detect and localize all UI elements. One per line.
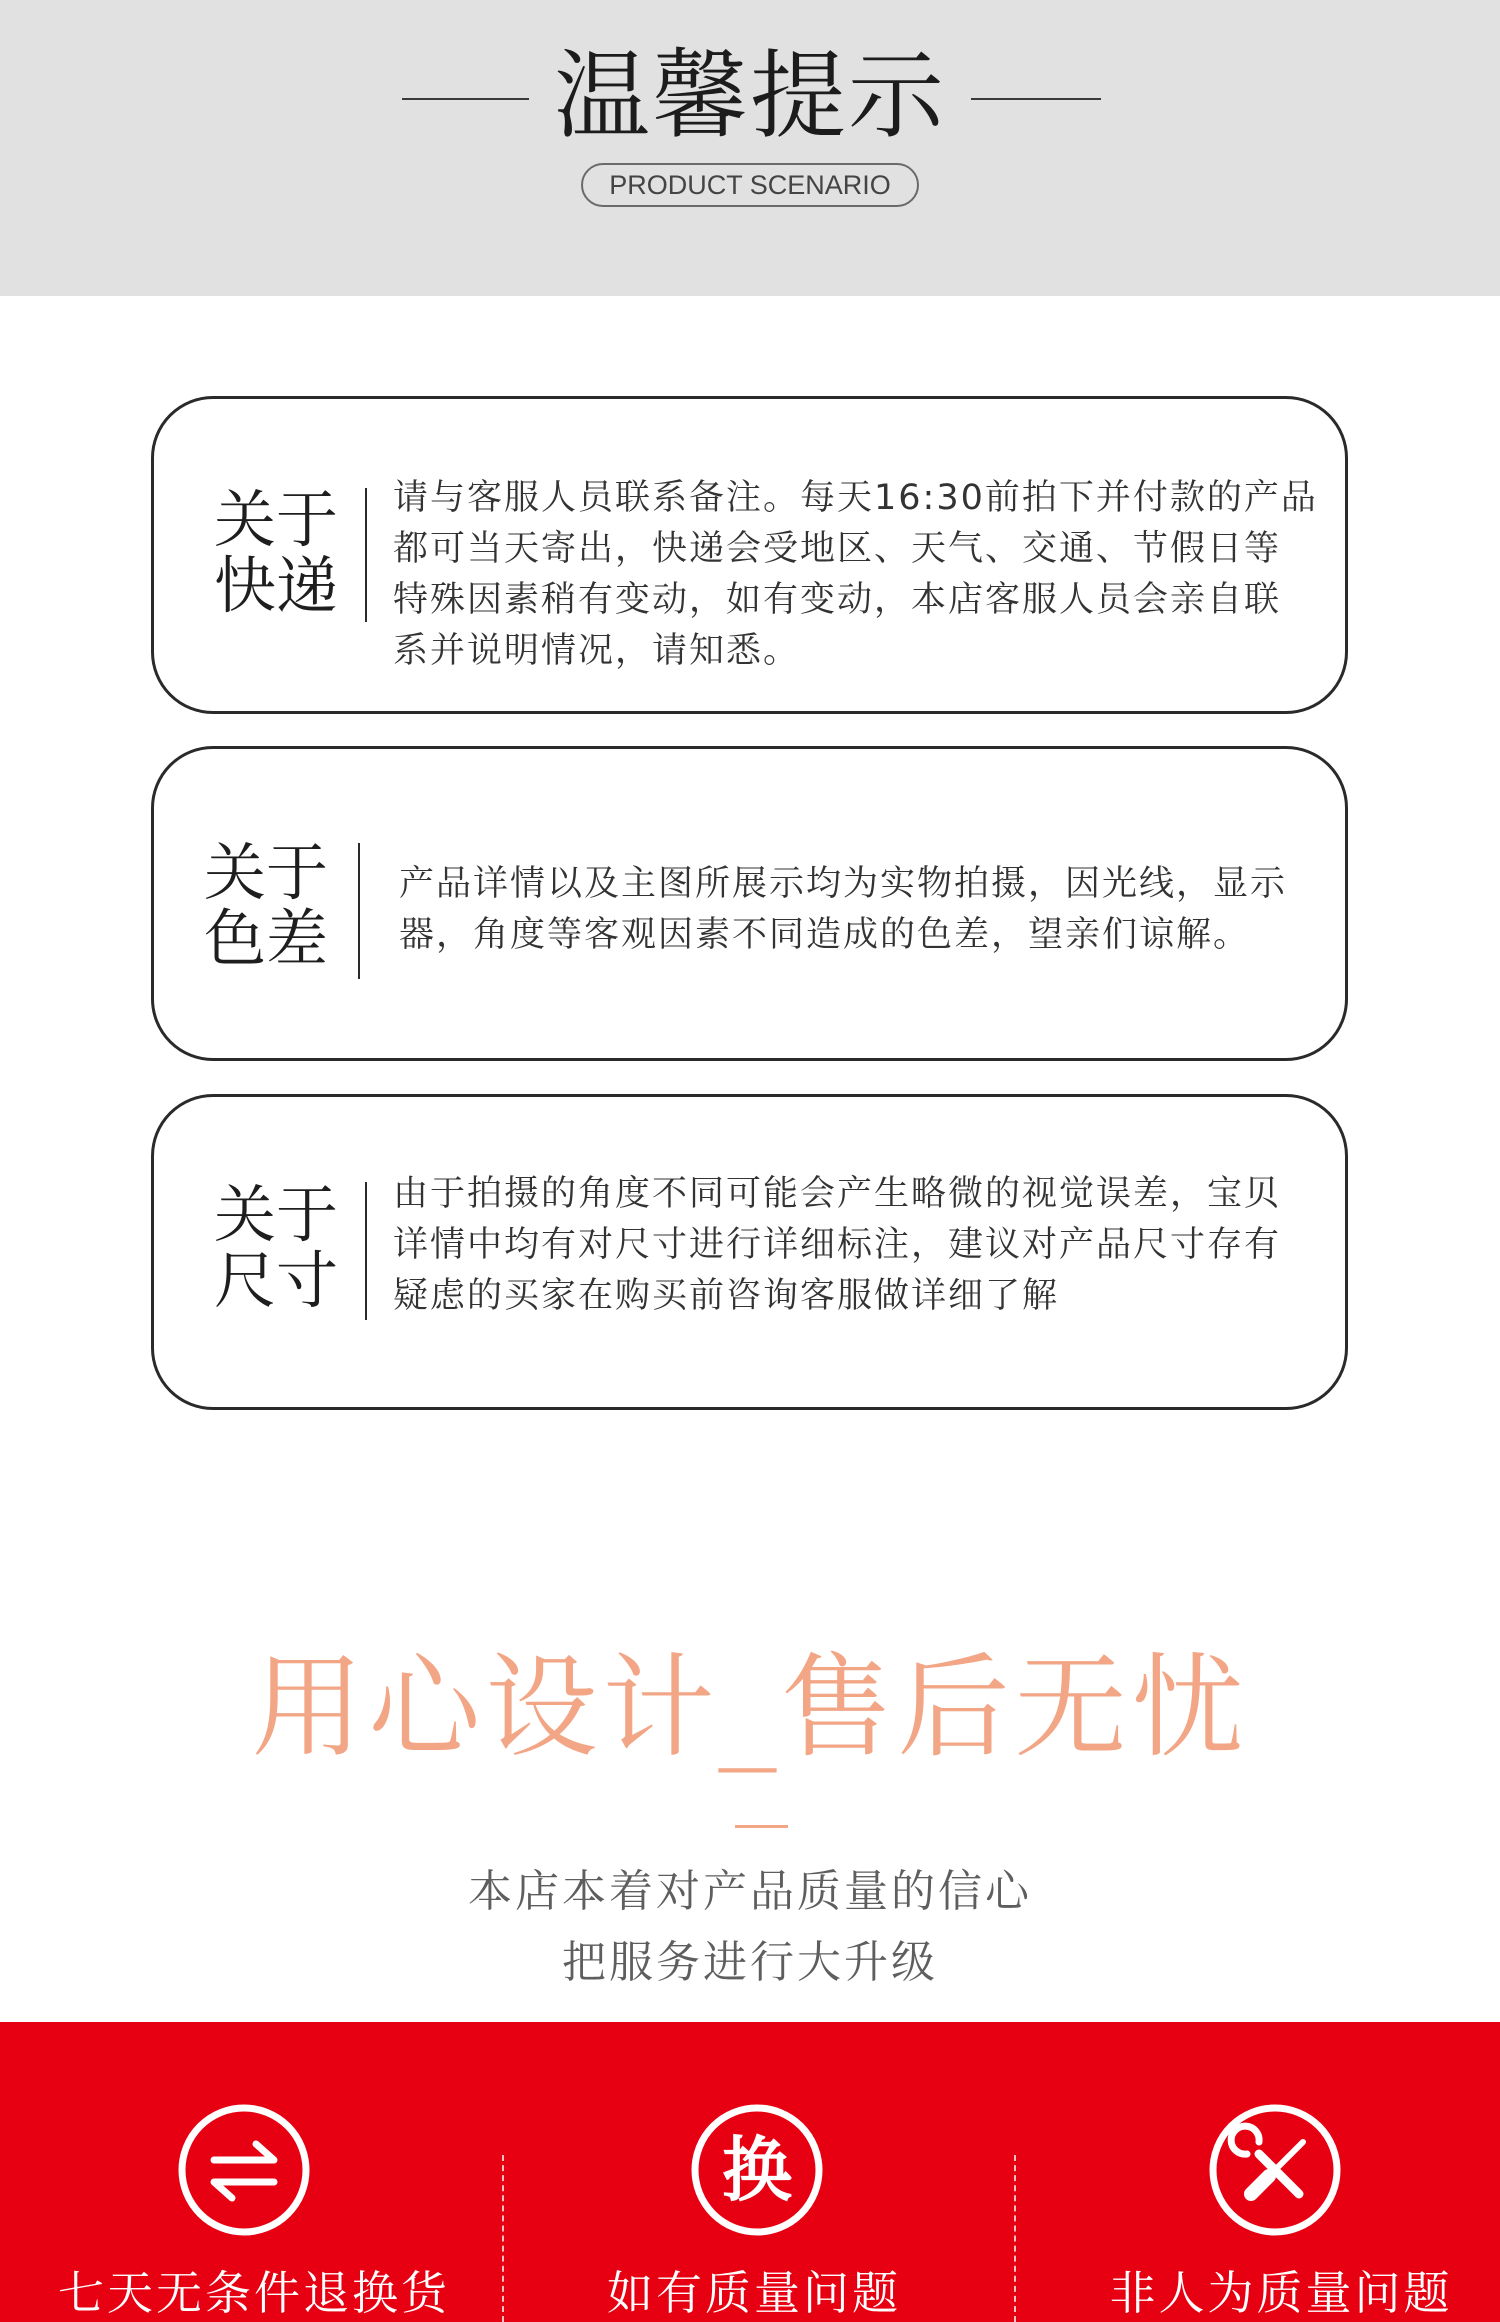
card-text-line: 产品详情以及主图所展示均为实物拍摄，因光线，显示 [399, 864, 1288, 904]
card-text-line: 由于拍摄的角度不同可能会产生略微的视觉误差，宝贝 [393, 1174, 1282, 1214]
card-text-line: 详情中均有对尺寸进行详细标注，建议对产品尺寸存有 [393, 1225, 1282, 1265]
notice-card-size [151, 1094, 1348, 1410]
service-label: 七天无条件退换货 [58, 2266, 450, 2320]
card-label-line: 关于 [214, 1178, 339, 1251]
subtitle-badge: PRODUCT SCENARIO [581, 163, 919, 207]
card-label-line: 色差 [204, 902, 329, 975]
service-label: 如有质量问题 [607, 2266, 901, 2320]
card-label-line: 关于 [214, 483, 339, 556]
card-divider [365, 1182, 367, 1320]
card-divider [365, 488, 367, 622]
tools-icon-graphic [1207, 2102, 1343, 2238]
card-label [214, 1178, 339, 1317]
column-divider [1014, 2155, 1016, 2322]
notice-card-color [151, 746, 1348, 1061]
notice-card-shipping [151, 396, 1348, 714]
card-text-line: 器，角度等客观因素不同造成的色差，望亲们谅解。 [399, 915, 1251, 955]
slogan-subtitle: 把服务进行大升级 [562, 1937, 938, 1988]
card-text-line: 请与客服人员联系备注。每天16:30前拍下并付款的产品 [393, 478, 1318, 518]
card-description [399, 859, 1287, 961]
page-title: 温馨提示 [554, 40, 946, 152]
card-label-line: 尺寸 [214, 1244, 339, 1317]
card-text-line: 疑虑的买家在购买前咨询客服做详细了解 [393, 1276, 1060, 1316]
card-text-line: 都可当天寄出，快递会受地区、天气、交通、节假日等 [393, 529, 1282, 569]
slogan-subtitle: 本店本着对产品质量的信心 [468, 1866, 1032, 1917]
card-divider [358, 843, 360, 979]
card-text-line: 特殊因素稍有变动，如有变动，本店客服人员会亲自联 [393, 580, 1282, 620]
card-label-line: 关于 [204, 836, 329, 909]
card-label [214, 483, 339, 622]
exchange-icon [176, 2102, 312, 2238]
column-divider [502, 2155, 504, 2322]
tools-icon [1207, 2102, 1343, 2238]
card-text-line: 系并说明情况，请知悉。 [393, 631, 801, 671]
slogan-heading: 用心设计_售后无忧 [251, 1643, 1249, 1773]
icon-character: 换 [722, 2129, 792, 2211]
slogan-underline [735, 1825, 788, 1828]
service-label: 非人为质量问题 [1109, 2266, 1453, 2320]
title-rule-right [971, 98, 1101, 100]
exchange-character-icon [689, 2102, 825, 2238]
exchange-icon-graphic [176, 2102, 312, 2238]
service-guarantee-band [0, 2022, 1500, 2322]
card-label-line: 快递 [214, 549, 339, 622]
notice-header [0, 0, 1500, 296]
card-description [393, 1169, 1281, 1322]
card-description [393, 473, 1318, 677]
card-label [204, 836, 329, 975]
